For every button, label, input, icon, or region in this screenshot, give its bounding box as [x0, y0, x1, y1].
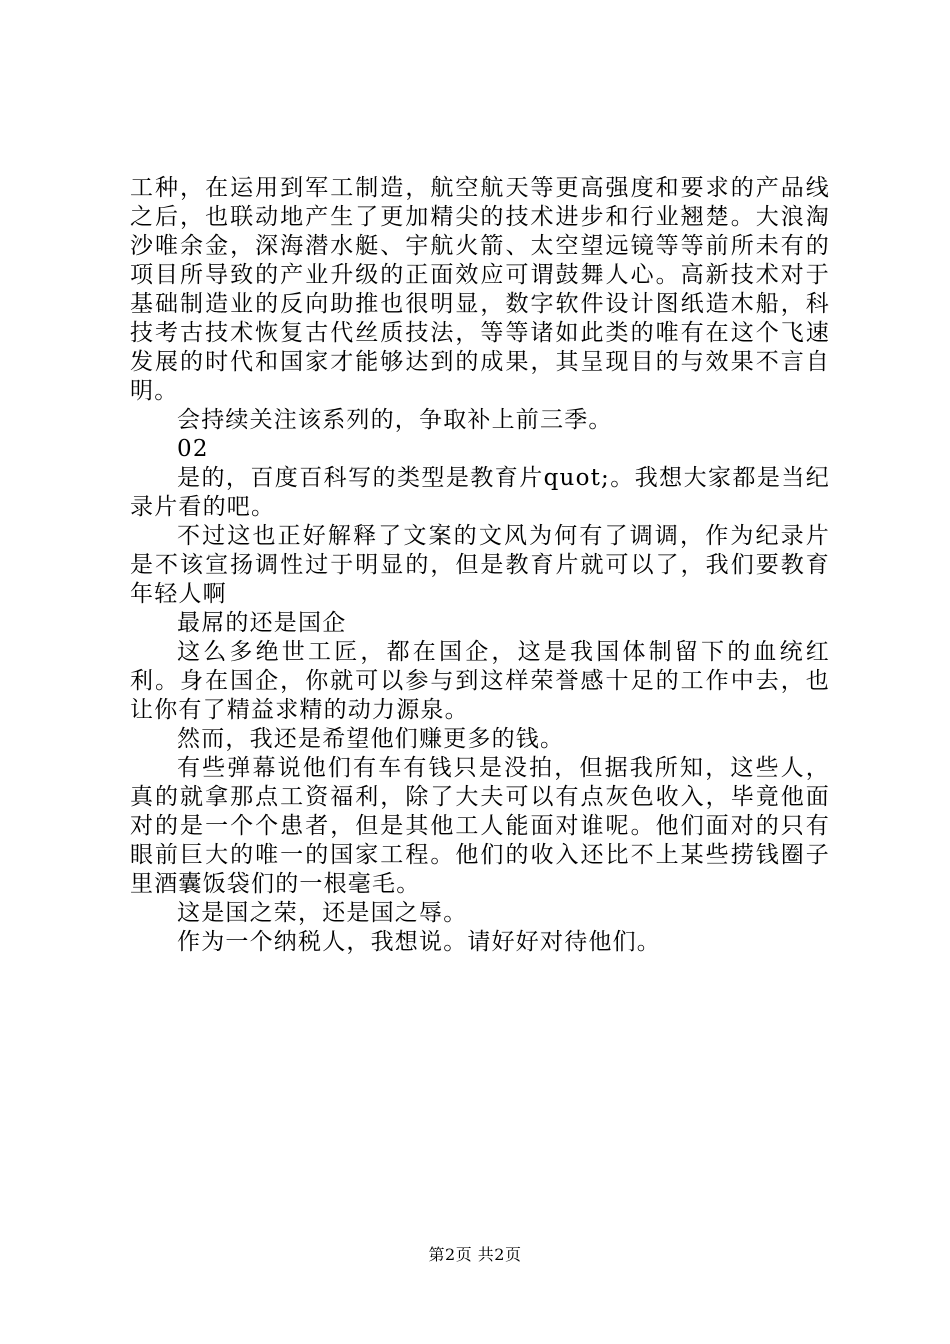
paragraph-bullet-comments: 有些弹幕说他们有车有钱只是没拍，但据我所知，这些人，真的就拿那点工资福利，除了大夫可以有点灰色收入，毕竟他面对的是一个个患者，但是其他工人能面对谁呢。他们面对的只有眼前巨大的唯一的国家工程。他们的收入还比不上某些捞钱圈子里酒囊饭袋们的一根毫毛。	[130, 755, 830, 897]
document-body	[130, 174, 830, 957]
paragraph-soe-heading: 最屌的还是国企	[177, 610, 347, 636]
paragraph-glory-or-shame: 这是国之荣，还是国之辱。	[177, 900, 468, 926]
paragraph-taxpayer: 作为一个纳税人，我想说。请好好对待他们。	[177, 929, 661, 955]
paragraph-baike-type: 是的，百度百科写的类型是教育片quot;。我想大家都是当纪录片看的吧。	[130, 465, 830, 520]
paragraph-copy-style: 不过这也正好解释了文案的文风为何有了调调，作为纪录片是不该宣扬调性过于明显的，但是教育片就可以了，我们要教育年轻人啊	[130, 523, 830, 607]
paragraph-follow-series: 会持续关注该系列的，争取补上前三季。	[177, 407, 613, 433]
section-number: 02	[177, 436, 209, 462]
paragraph-earn-more: 然而，我还是希望他们赚更多的钱。	[177, 726, 565, 752]
paragraph-continuation: 工种，在运用到军工制造，航空航天等更高强度和要求的产品线之后，也联动地产生了更加精尖的技术进步和行业翘楚。大浪淘沙唯余金，深海潜水艇、宇航火箭、太空望远镜等等前所未有的项目所导致的产业升级的正面效应可谓鼓舞人心。高新技术对于基础制造业的反向助推也很明显，数字软件设计图纸造木船，科技考古技术恢复古代丝质技法，等等诸如此类的唯有在这个飞速发展的时代和国家才能够达到的成果，其呈现目的与效果不言自明。	[130, 175, 830, 404]
paragraph-craftsmen: 这么多绝世工匠，都在国企，这是我国体制留下的血统红利。身在国企，你就可以参与到这样荣誉感十足的工作中去，也让你有了精益求精的动力源泉。	[130, 639, 830, 723]
page-footer: 第2页 共2页	[428, 1245, 522, 1264]
